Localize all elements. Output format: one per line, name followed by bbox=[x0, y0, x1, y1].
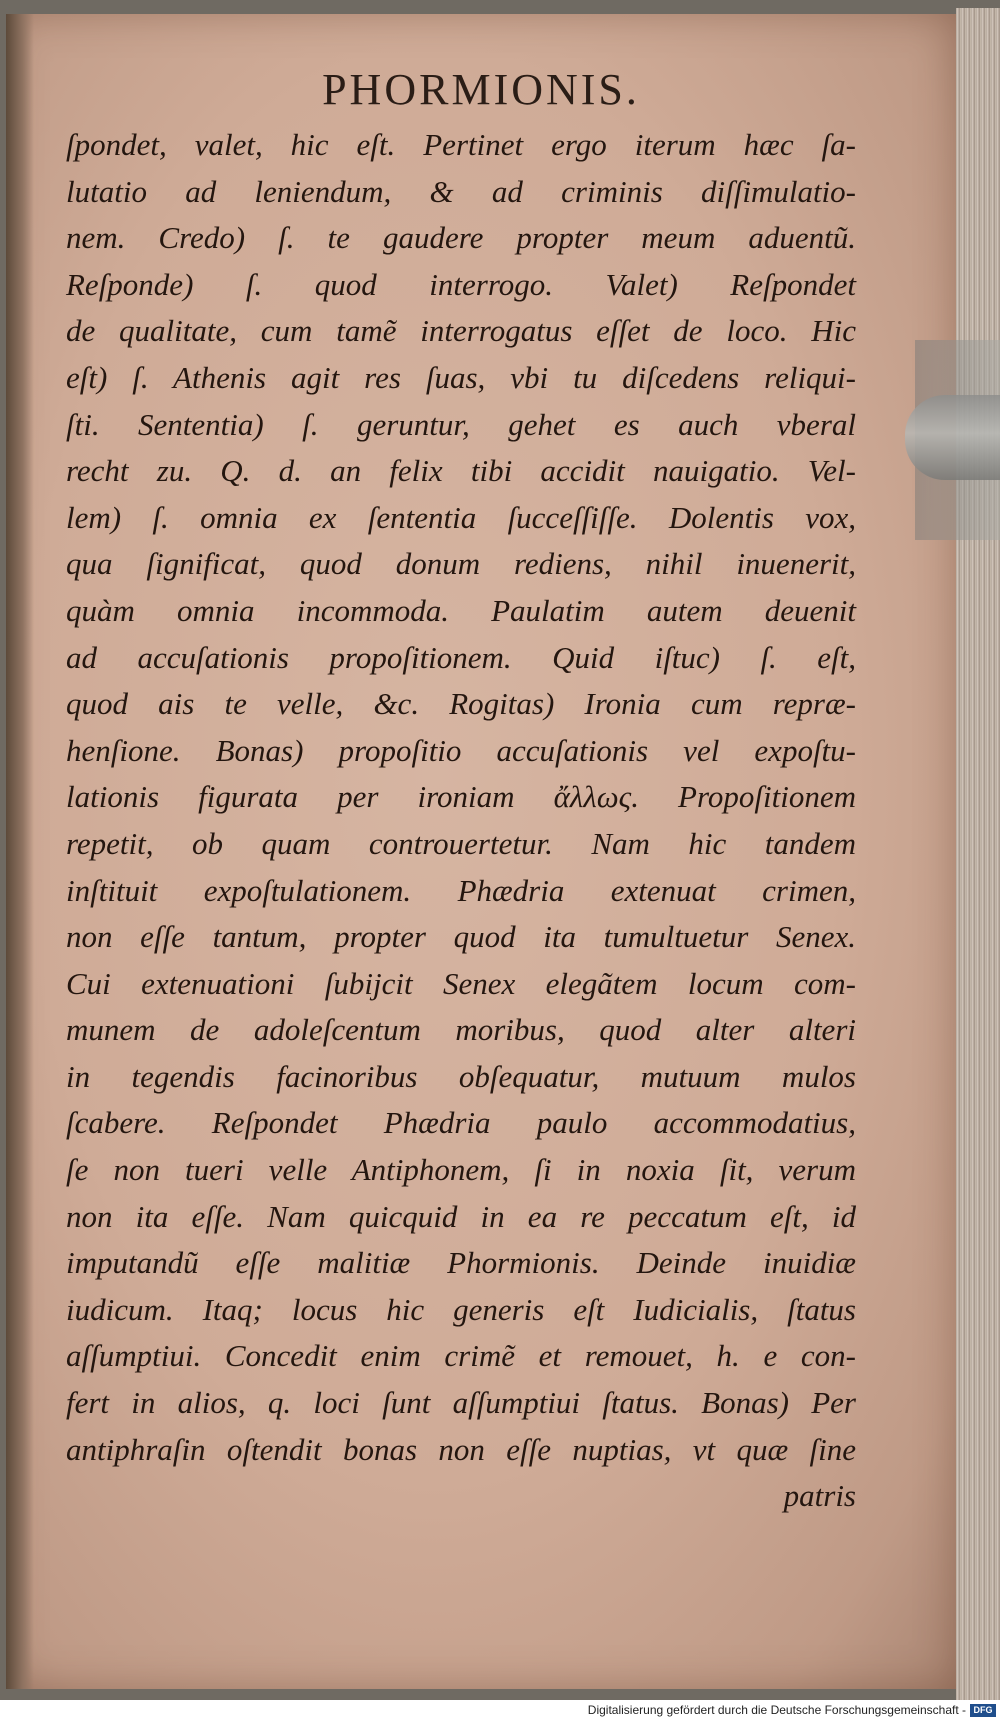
text-line: imputandũ eſſe malitiæ Phormionis. Deinde inuidiæ bbox=[66, 1245, 856, 1281]
text-line: non ita eſſe. Nam quicquid in ea re peccatum eſt, id bbox=[66, 1198, 856, 1234]
text-line: munem de adoleſcentum moribus, quod alter alteri bbox=[66, 1012, 856, 1048]
text-line: ſe non tueri velle Antiphonem, ſi in noxia ſit, verum bbox=[66, 1152, 856, 1188]
footer-bar bbox=[0, 1700, 1000, 1722]
text-line: ſcabere. Reſpondet Phædria paulo accommodatius, bbox=[66, 1105, 856, 1141]
text-line: qua ſignificat, quod donum rediens, nihil inuenerit, bbox=[66, 546, 856, 582]
text-line: fert in alios, q. loci ſunt aſſumptiui ſtatus. Bonas) Per bbox=[66, 1385, 856, 1421]
text-line: nem. Credo) ſ. te gaudere propter meum aduentũ. bbox=[66, 220, 856, 256]
page-gutter bbox=[6, 14, 34, 1689]
page-edges bbox=[956, 8, 1000, 1700]
running-head: PHORMIONIS. bbox=[322, 65, 640, 114]
text-line: inſtituit expoſtulationem. Phædria extenuat crimen, bbox=[66, 872, 856, 908]
text-line: ad accuſationis propoſitionem. Quid iſtuc) ſ. eſt, bbox=[66, 639, 856, 675]
text-line: Reſponde) ſ. quod interrogo. Valet) Reſpondet bbox=[66, 266, 856, 302]
clasp bbox=[905, 395, 1000, 480]
text-line: quàm omnia incommoda. Paulatim autem deuenit bbox=[66, 592, 856, 628]
text-line: ſpondet, valet, hic eſt. Pertinet ergo iterum hæc ſa- bbox=[66, 127, 856, 162]
catchword: patris bbox=[783, 1478, 856, 1514]
book-page bbox=[6, 14, 956, 1689]
dfg-logo-icon: DFG bbox=[970, 1704, 996, 1717]
text-line: aſſumptiui. Concedit enim crimẽ et remouet, h. e con- bbox=[66, 1338, 856, 1374]
text-line: de qualitate, cum tamẽ interrogatus eſſet de loco. Hic bbox=[66, 313, 856, 349]
text-line: quod ais te velle, &c. Rogitas) Ironia cum repræ- bbox=[66, 686, 856, 722]
text-line: in tegendis facinoribus obſequatur, mutuum mulos bbox=[66, 1058, 856, 1094]
text-line: eſt) ſ. Athenis agit res ſuas, vbi tu diſcedens reliqui- bbox=[66, 359, 856, 395]
text-line: Cui extenuationi ſubijcit Senex elegãtem locum com- bbox=[66, 965, 856, 1001]
text-line: non eſſe tantum, propter quod ita tumultuetur Senex. bbox=[66, 919, 856, 955]
body-text bbox=[66, 122, 856, 1520]
text-line: lutatio ad leniendum, & ad criminis diſſimulatio- bbox=[66, 173, 856, 209]
text-line: lem) ſ. omnia ex ſententia ſucceſſiſſe. Dolentis vox, bbox=[66, 499, 856, 535]
text-line: henſione. Bonas) propoſitio accuſationis vel expoſtu- bbox=[66, 732, 856, 768]
text-line: iudicum. Itaq; locus hic generis eſt Iudicialis, ſtatus bbox=[66, 1291, 856, 1327]
text-line: recht zu. Q. d. an felix tibi accidit nauigatio. Vel- bbox=[66, 453, 856, 489]
text-line: ſti. Sententia) ſ. geruntur, gehet es auch vberal bbox=[66, 406, 856, 442]
text-line: repetit, ob quam controuertetur. Nam hic tandem bbox=[66, 825, 856, 861]
text-line: antiphraſin oſtendit bonas non eſſe nuptias, vt quæ ſine bbox=[66, 1431, 856, 1467]
footer-credit: Digitalisierung gefördert durch die Deutsche Forschungsgemeinschaft - bbox=[587, 1703, 966, 1717]
text-line: lationis figurata per ironiam ἄλλως. Propoſitionem bbox=[66, 779, 856, 815]
